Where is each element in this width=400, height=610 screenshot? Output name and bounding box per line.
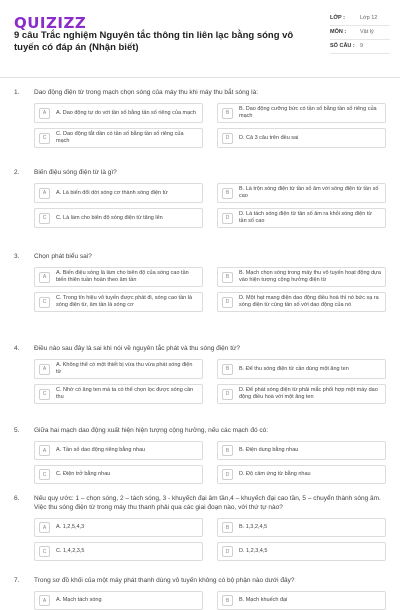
answer-option-a[interactable] — [34, 518, 203, 537]
option-letter-box: D — [222, 213, 233, 224]
option-letter-box: D — [222, 133, 233, 144]
option-text: A. Biến điệu sóng là làm cho biên độ của sóng cao tần biến thiên tuần hoàn theo âm tần — [56, 270, 189, 283]
meta-value: Vật lý — [360, 29, 374, 35]
option-letter-box: B — [222, 595, 233, 606]
option-letter-box: D — [222, 297, 233, 308]
question-text: Biến điệu sóng điện từ là gì? — [34, 169, 117, 176]
option-text: D. Là tách sóng điện từ tần số âm ra khỏi sóng điện từ tần số cao — [239, 211, 373, 224]
question-text: Nếu quy ước: 1 – chọn sóng, 2 – tách sóng, 3 - khuyếch đại âm tần,4 – khuyếch đại cao tần, 5 – chuyển thành sóng âm. Việc thu sóng điện từ trong máy thu thanh phải qua các giai đoạn nào, với thứ tự nào? — [34, 495, 381, 511]
option-letter-box: A — [39, 595, 50, 606]
option-letter-box: A — [39, 188, 50, 199]
option-letter-box: A — [39, 364, 50, 375]
answer-option-d[interactable] — [217, 465, 386, 484]
document-title: 9 câu Trắc nghiệm Nguyên tắc thông tin liên lạc bằng sóng vô tuyến có đáp án (Nhận biết) — [14, 30, 294, 53]
answer-options — [14, 518, 386, 561]
answer-option-c[interactable] — [34, 542, 203, 561]
question-number: 4. — [14, 345, 20, 352]
meta-label: MÔN : — [330, 29, 347, 35]
question-header — [14, 426, 386, 435]
question-6 — [0, 494, 400, 561]
question-3 — [0, 252, 400, 312]
meta-value: 9 — [360, 43, 364, 49]
question-text: Giữa hai mạch dao động xuất hiện hiện tượng cộng hưởng, nếu các mạch đó có: — [34, 427, 269, 434]
answer-options — [14, 103, 386, 148]
question-2 — [0, 168, 400, 228]
answer-option-b[interactable] — [217, 267, 386, 287]
question-1 — [0, 88, 400, 148]
option-text: A. Tần số dao động riêng bằng nhau — [56, 447, 146, 453]
question-number: 5. — [14, 427, 20, 434]
question-number: 7. — [14, 577, 20, 584]
option-letter-box: D — [222, 546, 233, 557]
option-letter-box: A — [39, 445, 50, 456]
option-letter-box: B — [222, 364, 233, 375]
option-letter-box: C — [39, 389, 50, 400]
answer-option-b[interactable] — [217, 359, 386, 379]
question-header — [14, 88, 386, 97]
meta-row-class — [330, 12, 390, 26]
answer-option-a[interactable] — [34, 183, 203, 203]
option-letter-box: B — [222, 272, 233, 283]
option-text: B. Mạch khuếch đại — [239, 597, 288, 603]
question-4 — [0, 344, 400, 404]
question-header — [14, 576, 386, 585]
answer-option-b[interactable] — [217, 183, 386, 203]
option-letter-box: D — [222, 389, 233, 400]
answer-option-b[interactable] — [217, 441, 386, 460]
option-text: A. Mạch tách sóng — [56, 597, 102, 603]
answer-option-a[interactable] — [34, 103, 203, 123]
option-text: A. Là biến đổi dời sóng cơ thành sóng điện từ — [56, 189, 168, 196]
option-text: B. Dao động cưỡng bức có tần số bằng tần số riêng của mạch — [239, 106, 377, 119]
option-text: D. Một hạt mang điện dao động điều hoà thì nó bức xạ ra sóng điện từ cùng tần số với dao động của nó — [239, 295, 379, 308]
answer-option-c[interactable] — [34, 465, 203, 484]
option-letter-box: B — [222, 188, 233, 199]
question-5 — [0, 426, 400, 484]
option-text: C. Điện trở bằng nhau — [56, 471, 111, 477]
option-text: B. Là trộn sóng điện từ tần số âm với sóng điện từ tần số cao — [239, 186, 379, 199]
option-text: D. 1,2,3,4,5 — [239, 548, 268, 554]
option-text: C. Nhờ có ăng ten mà ta có thể chọn lọc được sóng cần thu — [56, 387, 194, 400]
answer-option-c[interactable] — [34, 292, 203, 312]
option-letter-box: C — [39, 546, 50, 557]
option-letter-box: B — [222, 108, 233, 119]
question-7 — [0, 576, 400, 610]
question-text: Điều nào sau đây là sai khi nói về nguyên tắc phát và thu sóng điện từ? — [34, 345, 240, 352]
answer-options — [14, 183, 386, 228]
answer-option-d[interactable] — [217, 208, 386, 228]
meta-value: Lớp 12 — [360, 15, 378, 21]
option-text: A. Không thể có một thiết bị vừa thu vừa phát sóng điện từ — [56, 362, 193, 375]
option-letter-box: B — [222, 445, 233, 456]
option-text: B. 1,3,2,4,5 — [239, 524, 268, 530]
meta-row-subject — [330, 26, 390, 40]
question-number: 3. — [14, 253, 20, 260]
option-letter-box: B — [222, 522, 233, 533]
answer-options — [14, 591, 386, 610]
answer-option-b[interactable] — [217, 518, 386, 537]
answer-option-d[interactable] — [217, 384, 386, 404]
question-number: 1. — [14, 89, 20, 96]
question-header — [14, 344, 386, 353]
option-text: C. Dao động tắt dần có tần số bằng tần số riêng của mạch — [56, 131, 184, 144]
answer-option-a[interactable] — [34, 359, 203, 379]
meta-row-count — [330, 40, 390, 54]
answer-option-d[interactable] — [217, 128, 386, 148]
option-text: C. Trong tín hiệu vô tuyến được phát đi, sóng cao tần là sóng điện từ, âm tần là sóng cơ — [56, 295, 193, 308]
answer-option-c[interactable] — [34, 128, 203, 148]
answer-option-a[interactable] — [34, 441, 203, 460]
answer-option-a[interactable] — [34, 267, 203, 287]
meta-table — [330, 12, 390, 54]
option-text: B. Điện dung bằng nhau — [239, 447, 299, 453]
answer-option-d[interactable] — [217, 542, 386, 561]
question-number: 2. — [14, 169, 20, 176]
answer-options — [14, 267, 386, 312]
quizizz-logo: QUIZIZZ — [14, 14, 87, 32]
option-letter-box: A — [39, 522, 50, 533]
question-number: 6. — [14, 495, 20, 502]
option-letter-box: C — [39, 469, 50, 480]
answer-option-a[interactable] — [34, 591, 203, 610]
option-letter-box: C — [39, 297, 50, 308]
question-text: Trong sơ đồ khối của một máy phát thanh dùng vô tuyến không có bộ phận nào dưới đây? — [34, 577, 295, 584]
option-text: D. Độ cảm ứng từ bằng nhau — [239, 471, 311, 477]
question-text: Dao động điện từ trong mạch chọn sóng của máy thu khi máy thu bắt sóng là: — [34, 89, 259, 96]
answer-option-c[interactable] — [34, 384, 203, 404]
answer-options — [14, 441, 386, 484]
answer-option-d[interactable] — [217, 292, 386, 312]
option-letter-box: A — [39, 108, 50, 119]
question-header — [14, 168, 386, 177]
option-text: D. Cả 3 câu trên đều sai — [239, 134, 299, 141]
option-text: A. 1,2,5,4,3 — [56, 524, 85, 530]
option-letter-box: C — [39, 133, 50, 144]
option-letter-box: A — [39, 272, 50, 283]
meta-label: SỐ CÂU : — [330, 43, 355, 49]
option-letter-box: C — [39, 213, 50, 224]
option-text: D. Để phát sóng điện từ phải mắc phối hợp một máy dao động điều hoà với một ăng ten — [239, 387, 378, 400]
option-text: C. 1,4,2,3,5 — [56, 548, 85, 554]
option-text: A. Dao động tự do với tần số bằng tần số riêng của mạch — [56, 109, 196, 116]
answer-option-c[interactable] — [34, 208, 203, 228]
option-text: B. Để thu sóng điện từ cần dùng một ăng ten — [239, 365, 349, 372]
answer-option-b[interactable] — [217, 591, 386, 610]
answer-option-b[interactable] — [217, 103, 386, 123]
document-header — [0, 0, 400, 78]
option-text: B. Mạch chọn sóng trong máy thu vô tuyến hoạt động dựa vào hiện tượng cộng hưởng điện từ — [239, 270, 381, 283]
question-text: Chọn phát biểu sai? — [34, 253, 92, 260]
meta-label: LỚP : — [330, 15, 345, 21]
option-letter-box: D — [222, 469, 233, 480]
question-header — [14, 494, 386, 512]
option-text: C. Là làm cho biên độ sóng điện từ tăng lên — [56, 214, 163, 221]
answer-options — [14, 359, 386, 404]
question-header — [14, 252, 386, 261]
